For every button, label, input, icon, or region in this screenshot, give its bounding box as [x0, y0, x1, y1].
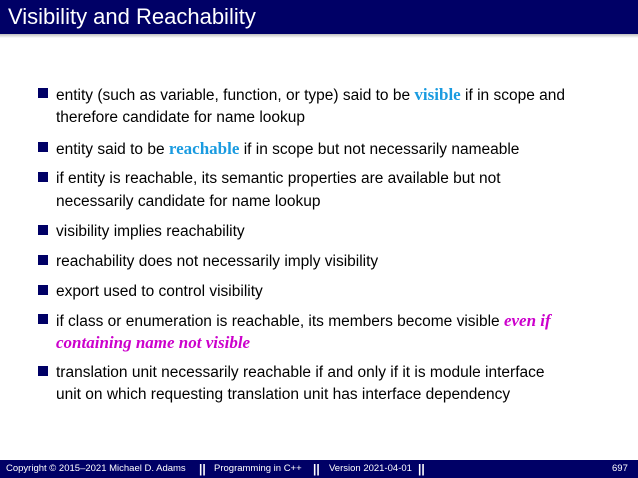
- even-if-emphasis: even if: [503, 311, 551, 330]
- bullet-square-icon: [38, 314, 48, 324]
- footer-separator: ||: [313, 462, 320, 476]
- footer-separator: ||: [199, 462, 206, 476]
- footer-course: Programming in C++: [214, 463, 302, 474]
- bullet-text-continuation: [56, 332, 616, 354]
- bullet-text: reachability does not necessarily imply visibility: [56, 253, 379, 270]
- bullet-square-icon: [38, 142, 48, 152]
- bullet-text: if class or enumeration is reachable, its members become visible even if: [56, 311, 551, 330]
- bullet-text: export used to control visibility: [56, 283, 263, 300]
- footer-page-number: 697: [612, 463, 628, 474]
- containing-name-emphasis: containing name not visible: [56, 333, 251, 352]
- bullet-text: if entity is reachable, its semantic properties are available but not: [56, 170, 501, 187]
- title-bar: [0, 0, 638, 34]
- bullet-square-icon: [38, 172, 48, 182]
- title-shadow: [0, 34, 638, 38]
- visible-term: visible: [414, 85, 461, 104]
- bullet-square-icon: [38, 366, 48, 376]
- footer-separator: ||: [418, 462, 425, 476]
- footer-bar: [0, 460, 638, 478]
- bullet-square-icon: [38, 255, 48, 265]
- bullet-square-icon: [38, 285, 48, 295]
- bullet-text-continuation: therefore candidate for name lookup: [56, 109, 306, 126]
- bullet-text-continuation: necessarily candidate for name lookup: [56, 193, 321, 210]
- footer-copyright: Copyright © 2015–2021 Michael D. Adams: [6, 463, 186, 474]
- bullet-text-continuation: unit on which requesting translation unit has interface dependency: [56, 386, 511, 403]
- bullet-square-icon: [38, 88, 48, 98]
- footer-version: Version 2021-04-01: [329, 463, 412, 474]
- slide-title: Visibility and Reachability: [8, 4, 256, 29]
- bullet-square-icon: [38, 225, 48, 235]
- bullet-text: visibility implies reachability: [56, 223, 245, 240]
- reachable-term: reachable: [168, 139, 240, 158]
- bullet-text: translation unit necessarily reachable if and only if it is module interface: [56, 364, 545, 381]
- bullet-text: entity (such as variable, function, or type) said to be visible if in scope and: [56, 85, 565, 104]
- bullet-text: entity said to be reachable if in scope but not necessarily nameable: [56, 139, 520, 158]
